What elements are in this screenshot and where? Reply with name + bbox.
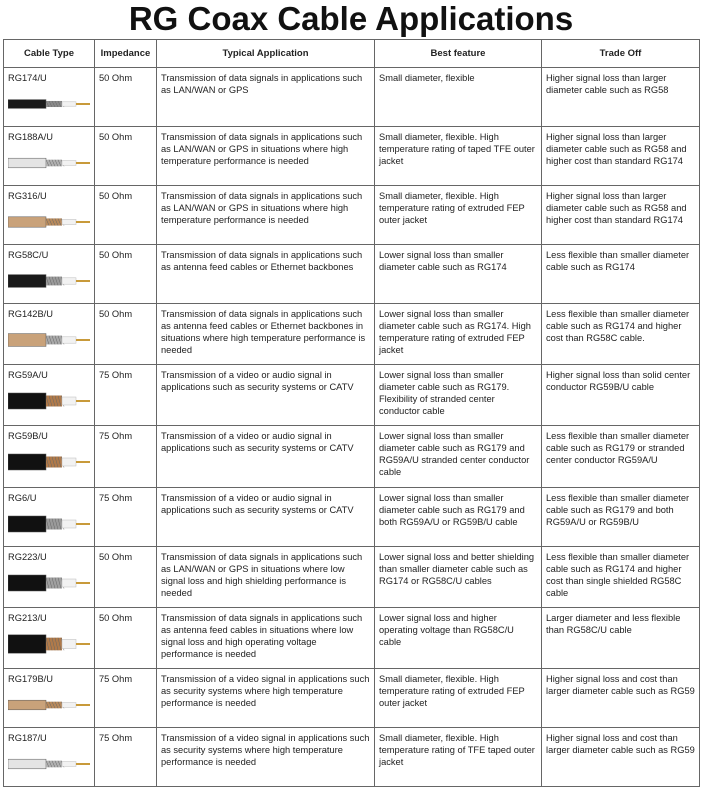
application-cell: Transmission of data signals in applications such as antenna feed cables or Ethernet backbones in situations where high temperature performance is needed [157,303,375,364]
application-cell: Transmission of data signals in applications such as LAN/WAN or GPS [157,68,375,127]
cable-table [3,39,700,787]
cable-type-label: RG223/U [8,551,47,562]
feature-cell: Lower signal loss than smaller diameter cable such as RG174 [375,244,542,303]
header-row [4,40,700,68]
cable-type-label: RG58C/U [8,249,49,260]
feature-cell: Small diameter, flexible. High temperature rating of TFE taped outer jacket [375,727,542,786]
feature-cell: Lower signal loss and higher operating voltage than RG58C/U cable [375,607,542,668]
coax-cable-image [8,387,92,415]
coax-cable-image [8,448,92,476]
impedance-cell: 75 Ohm [95,487,157,546]
feature-cell: Lower signal loss than smaller diameter cable such as RG174. High temperature rating of extruded FEP jacket [375,303,542,364]
tradeoff-cell: Less flexible than smaller diameter cable such as RG174 [542,244,700,303]
impedance-cell: 50 Ohm [95,126,157,185]
table-row [4,126,700,185]
feature-cell: Small diameter, flexible. High temperature rating of taped TFE outer jacket [375,126,542,185]
coax-cable-image [8,510,92,538]
table-body [4,68,700,787]
header-trade-off: Trade Off [542,40,700,68]
tradeoff-cell: Higher signal loss than larger diameter cable such as RG58 and higher cost than standard RG174 [542,185,700,244]
type-cell [4,365,95,426]
impedance-cell: 50 Ohm [95,546,157,607]
application-cell: Transmission of a video signal in applications such as security systems where high temperature performance is needed [157,669,375,728]
impedance-cell: 50 Ohm [95,244,157,303]
type-cell [4,546,95,607]
table-row [4,487,700,546]
tradeoff-cell: Less flexible than smaller diameter cable such as RG179 and both RG59A/U or RG59B/U [542,487,700,546]
tradeoff-cell: Less flexible than smaller diameter cable such as RG179 or stranded center conductor RG59A/U [542,426,700,487]
table-row [4,426,700,487]
feature-cell: Small diameter, flexible. High temperature rating of extruded FEP outer jacket [375,185,542,244]
cable-type-label: RG142B/U [8,308,53,319]
coax-cable-image [8,208,92,236]
impedance-cell: 50 Ohm [95,68,157,127]
cable-type-label: RG59B/U [8,431,48,442]
table-row [4,365,700,426]
application-cell: Transmission of a video signal in applications such as security systems where high temperature performance is needed [157,727,375,786]
coax-cable-image [8,267,92,295]
type-cell [4,244,95,303]
application-cell: Transmission of a video or audio signal in applications such as security systems or CATV [157,426,375,487]
cable-type-label: RG188A/U [8,131,53,142]
tradeoff-cell: Higher signal loss than larger diameter cable such as RG58 and higher cost than standard RG174 [542,126,700,185]
cable-type-label: RG59A/U [8,370,48,381]
header-typical-application: Typical Application [157,40,375,68]
cable-type-label: RG316/U [8,190,47,201]
feature-cell: Lower signal loss than smaller diameter cable such as RG179. Flexibility of stranded center conductor cable [375,365,542,426]
type-cell [4,303,95,364]
impedance-cell: 75 Ohm [95,669,157,728]
table-row [4,607,700,668]
application-cell: Transmission of a video or audio signal in applications such as security systems or CATV [157,487,375,546]
tradeoff-cell: Higher signal loss than larger diameter cable such as RG58 [542,68,700,127]
tradeoff-cell: Less flexible than smaller diameter cable such as RG174 and higher cost than RG58C cable. [542,303,700,364]
table-row [4,303,700,364]
header-impedance: Impedance [95,40,157,68]
tradeoff-cell: Higher signal loss than solid center conductor RG59B/U cable [542,365,700,426]
cable-type-label: RG174/U [8,73,47,83]
impedance-cell: 75 Ohm [95,426,157,487]
coax-cable-image [8,90,92,118]
impedance-cell: 75 Ohm [95,727,157,786]
table-row [4,727,700,786]
coax-cable-image [8,630,92,658]
impedance-cell: 50 Ohm [95,303,157,364]
feature-cell: Small diameter, flexible [375,68,542,127]
application-cell: Transmission of data signals in applications such as antenna feed cables or Ethernet backbones [157,244,375,303]
application-cell: Transmission of data signals in applications such as LAN/WAN or GPS in situations where low signal loss and high shielding performance is needed [157,546,375,607]
feature-cell: Lower signal loss and better shielding than smaller diameter cable such as RG174 or RG58C/U cables [375,546,542,607]
type-cell [4,126,95,185]
type-cell [4,727,95,786]
coax-cable-image [8,326,92,354]
cable-type-label: RG6/U [8,492,37,503]
coax-cable-image [8,691,92,719]
table-row [4,546,700,607]
coax-cable-image [8,750,92,778]
table-row [4,68,700,127]
header-best-feature: Best feature [375,40,542,68]
coax-cable-image [8,149,92,177]
cable-type-label: RG187/U [8,732,47,743]
impedance-cell: 50 Ohm [95,607,157,668]
application-cell: Transmission of a video or audio signal in applications such as security systems or CATV [157,365,375,426]
impedance-cell: 75 Ohm [95,365,157,426]
table-row [4,185,700,244]
feature-cell: Small diameter, flexible. High temperature rating of extruded FEP outer jacket [375,669,542,728]
type-cell [4,607,95,668]
type-cell [4,185,95,244]
feature-cell: Lower signal loss than smaller diameter cable such as RG179 and RG59A/U stranded center conductor cable [375,426,542,487]
page-title: RG Coax Cable Applications [128,0,574,37]
cable-type-label: RG213/U [8,612,47,623]
type-cell [4,669,95,728]
tradeoff-cell: Larger diameter and less flexible than RG58C/U cable [542,607,700,668]
type-cell [4,487,95,546]
type-cell [4,68,95,127]
tradeoff-cell: Higher signal loss and cost than larger diameter cable such as RG59 [542,669,700,728]
header-cable-type: Cable Type [4,40,95,68]
feature-cell: Lower signal loss than smaller diameter cable such as RG179 and both RG59A/U or RG59B/U cable [375,487,542,546]
type-cell [4,426,95,487]
cable-type-label: RG179B/U [8,674,53,685]
application-cell: Transmission of data signals in applications such as LAN/WAN or GPS in situations where high temperature performance is needed [157,185,375,244]
application-cell: Transmission of data signals in applications such as LAN/WAN or GPS in situations where high temperature performance is needed [157,126,375,185]
table-row [4,244,700,303]
application-cell: Transmission of data signals in applications such as antenna feed cables in situations where low signal loss and high operating voltage performance is needed [157,607,375,668]
tradeoff-cell: Less flexible than smaller diameter cable such as RG174 and higher cost than single shielded RG58C cable [542,546,700,607]
coax-cable-image [8,569,92,597]
tradeoff-cell: Higher signal loss and cost than larger diameter cable such as RG59 [542,727,700,786]
impedance-cell: 50 Ohm [95,185,157,244]
table-row [4,669,700,728]
